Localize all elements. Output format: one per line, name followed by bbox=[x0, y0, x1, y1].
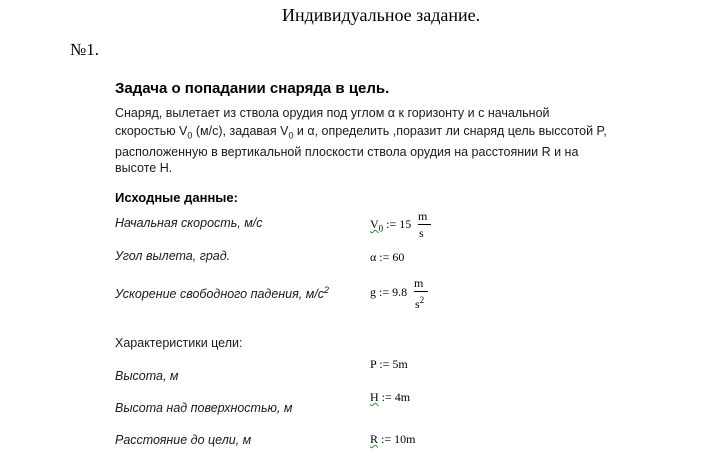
velocity-expression[interactable]: $V_0$ := 15 bbox=[370, 217, 412, 234]
target-heading: Характеристики цели: bbox=[115, 336, 243, 350]
velocity-variable: $V_0$ bbox=[370, 217, 384, 234]
description-line-4: высоте H. bbox=[115, 161, 173, 175]
distance-variable: R bbox=[370, 432, 379, 446]
description-line-3: расположенную в вертикальной плоскости ствола орудия на расстоянии R и на bbox=[115, 145, 579, 159]
task-heading: Задача о попадании снаряда в цель. bbox=[115, 80, 390, 97]
description-line-2: скоростью $V_0$ (м/с), задавая $V_0$ и α, определить ,поразит ли снаряд цель выссотой P, bbox=[115, 124, 607, 141]
target-elevation-expression[interactable]: H := 4m bbox=[370, 390, 411, 404]
inputs-heading: Исходные данные: bbox=[115, 190, 238, 205]
description-line-1: Снаряд, вылетает из ствола орудия под углом α к горизонту и с начальной bbox=[115, 106, 550, 120]
velocity-label: Начальная скорость, м/с bbox=[115, 216, 263, 230]
target-height-label: Высота, м bbox=[115, 369, 179, 383]
angle-label: Угол вылета, град. bbox=[115, 249, 231, 263]
document-title: Индивидуальное задание. bbox=[282, 5, 481, 25]
target-elevation-label: Высота над поверхностью, м bbox=[115, 401, 293, 415]
target-distance-label: Расстояние до цели, м bbox=[115, 433, 252, 447]
gravity-expression[interactable]: g := 9.8 bbox=[370, 285, 408, 299]
task-number: №1. bbox=[70, 40, 99, 59]
gravity-label: Ускорение свободного падения, $м/с^2$ bbox=[115, 285, 330, 302]
gravity-variable: g bbox=[370, 285, 376, 299]
elevation-variable: H bbox=[370, 390, 379, 404]
target-distance-expression[interactable]: R := 10m bbox=[370, 432, 416, 446]
target-height-expression[interactable]: P := 5m bbox=[370, 357, 408, 371]
angle-expression[interactable]: α := 60 bbox=[370, 250, 405, 264]
